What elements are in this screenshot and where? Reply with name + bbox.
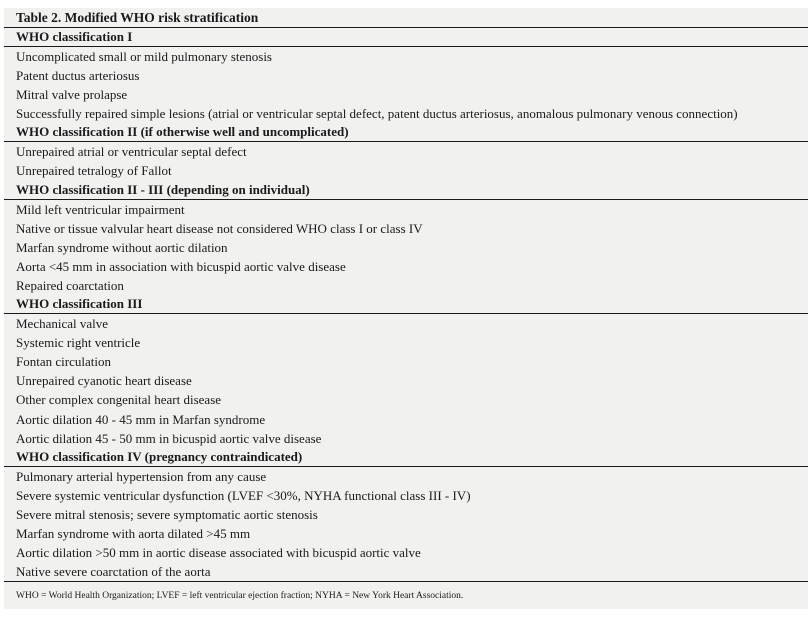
table-row: Marfan syndrome with aorta dilated >45 mm — [16, 525, 251, 541]
table-row: Unrepaired tetralogy of Fallot — [16, 163, 172, 179]
table-row: Repaired coarctation — [16, 277, 124, 293]
section-who-class-1 — [4, 28, 808, 123]
table-row: Mild left ventricular impairment — [16, 201, 185, 217]
table-row: Unrepaired atrial or ventricular septal defect — [16, 144, 247, 160]
table-row: Fontan circulation — [16, 354, 111, 370]
section-heading: WHO classification IV (pregnancy contraindicated) — [4, 448, 808, 467]
table-row: Severe mitral stenosis; severe symptomatic aortic stenosis — [16, 506, 318, 522]
table-row: Patent ductus arteriosus — [16, 68, 140, 84]
table-row: Aortic dilation >50 mm in aortic disease associated with bicuspid aortic valve — [16, 545, 421, 561]
table-row: Native or tissue valvular heart disease not considered WHO class I or class IV — [16, 220, 423, 236]
table-caption: Table 2. Modified WHO risk stratification — [4, 8, 808, 28]
table-row: Severe systemic ventricular dysfunction (LVEF <30%, NYHA functional class III - IV) — [16, 487, 471, 503]
section-who-class-4 — [4, 448, 808, 582]
table-row: Aortic dilation 40 - 45 mm in Marfan syndrome — [16, 411, 266, 427]
table-row: Marfan syndrome without aortic dilation — [16, 239, 228, 255]
section-heading: WHO classification I — [4, 28, 808, 47]
table-row: Aortic dilation 45 - 50 mm in bicuspid aortic valve disease — [16, 430, 322, 446]
table-row: Native severe coarctation of the aorta — [16, 564, 211, 580]
section-heading: WHO classification II - III (depending on individual) — [4, 181, 808, 200]
section-who-class-3 — [4, 295, 808, 448]
section-heading: WHO classification III — [4, 295, 808, 314]
section-heading: WHO classification II (if otherwise well and uncomplicated) — [4, 123, 808, 142]
table-row: Uncomplicated small or mild pulmonary stenosis — [16, 49, 272, 64]
section-who-class-2 — [4, 123, 808, 180]
table-row: Other complex congenital heart disease — [16, 392, 222, 408]
section-who-class-2-3 — [4, 181, 808, 295]
table-row: Unrepaired cyanotic heart disease — [16, 373, 192, 389]
table-row: Aorta <45 mm in association with bicuspid aortic valve disease — [16, 258, 346, 274]
table-footnote: WHO = World Health Organization; LVEF = left ventricular ejection fraction; NYHA = New York Heart Association. — [4, 581, 808, 609]
table-row: Pulmonary arterial hypertension from any cause — [16, 468, 267, 484]
table-row: Systemic right ventricle — [16, 335, 141, 351]
risk-stratification-table — [4, 8, 808, 609]
table-row: Mitral valve prolapse — [16, 87, 128, 103]
table-row: Mechanical valve — [16, 316, 109, 332]
table-row: Successfully repaired simple lesions (atrial or ventricular septal defect, patent ductus arteriosus, anomalous pulmonary venous connection) — [16, 106, 738, 122]
